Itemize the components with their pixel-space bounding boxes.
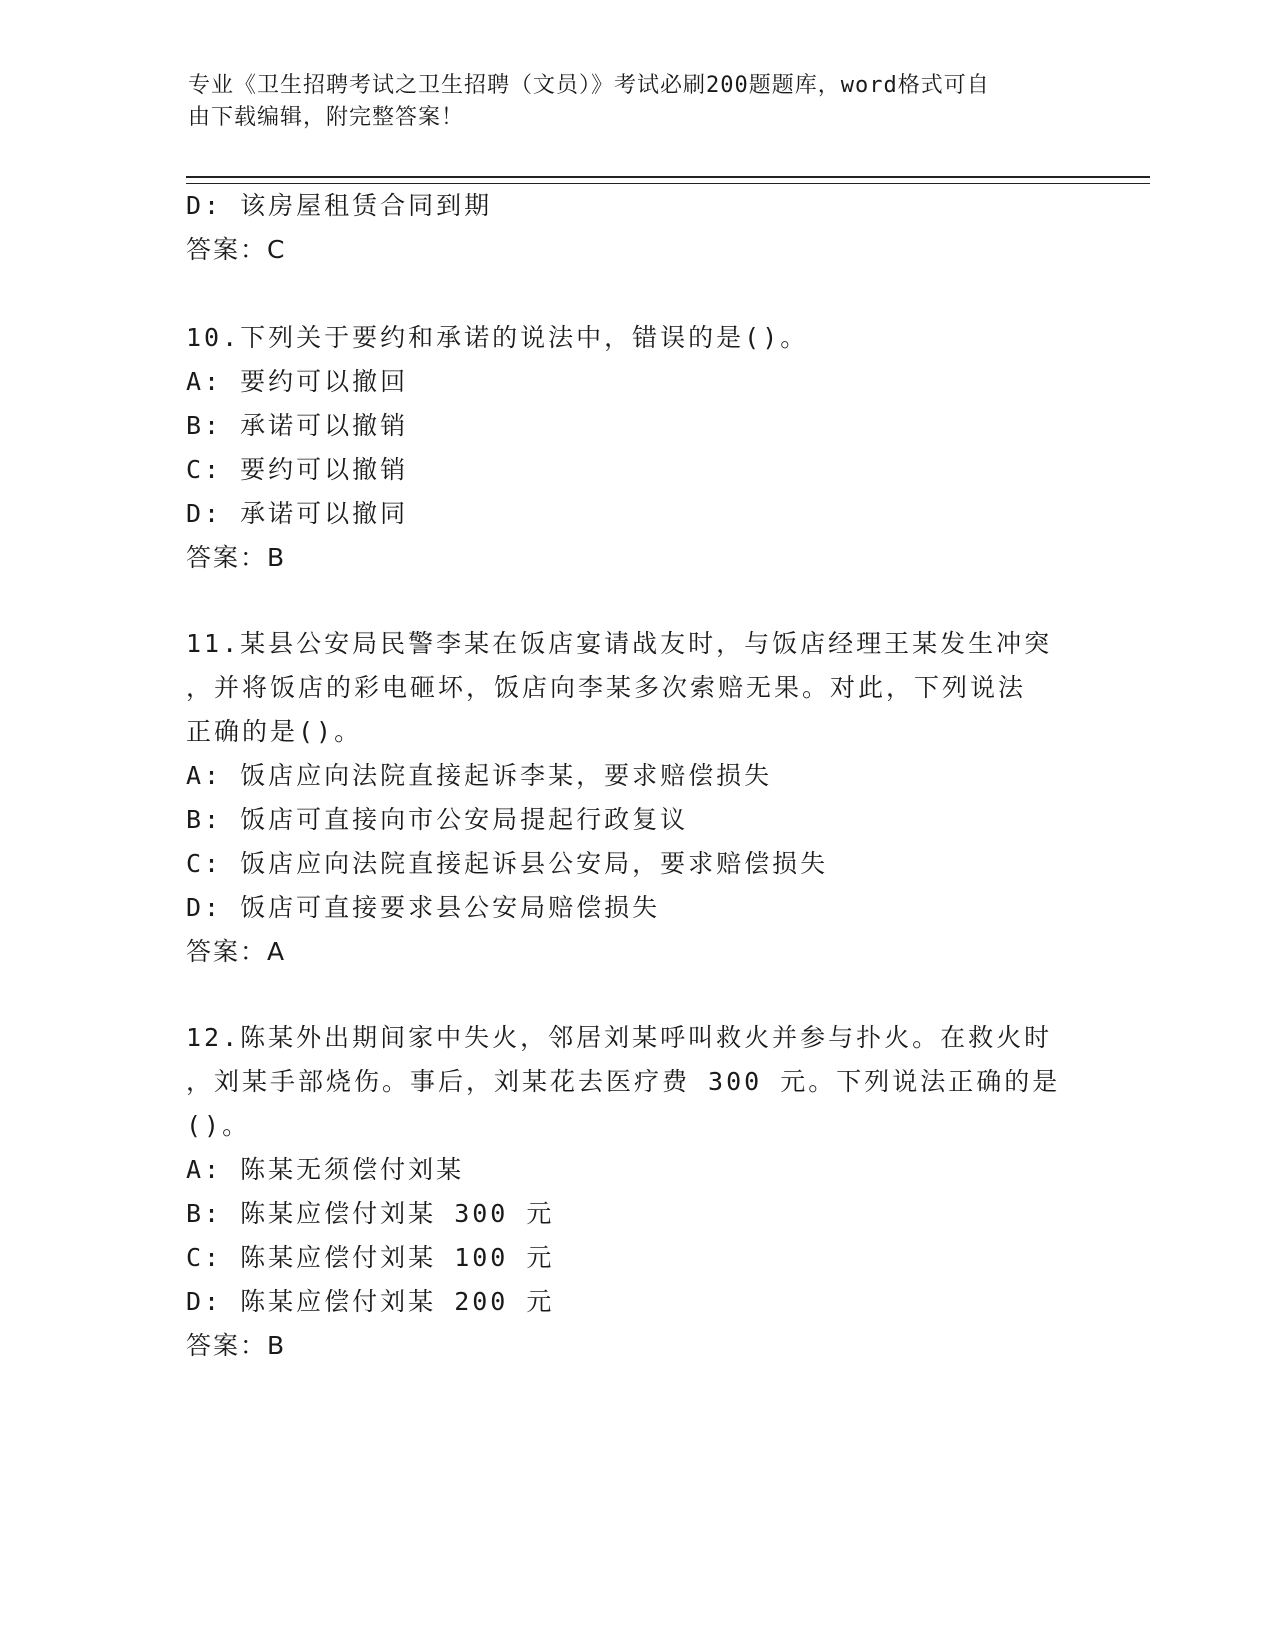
question-12-option-d: D: 陈某应偿付刘某 200 元 <box>186 1287 555 1316</box>
question-12-answer: 答案：B <box>186 1331 287 1360</box>
header-line-1: 专业《卫生招聘考试之卫生招聘（文员）》考试必刷200题题库，word格式可自 <box>188 73 990 98</box>
question-10-answer: 答案：B <box>186 543 287 572</box>
header-divider <box>186 176 1150 184</box>
question-11-option-c: C: 饭店应向法院直接起诉县公安局，要求赔偿损失 <box>186 849 829 878</box>
question-12-stem-line-3: ()。 <box>186 1111 251 1140</box>
header-line-2: 由下载编辑，附完整答案！ <box>188 105 465 130</box>
question-10-option-a: A: 要约可以撤回 <box>186 367 409 396</box>
question-11-stem-line-3: 正确的是()。 <box>186 717 363 746</box>
question-11-stem-line-2: ，并将饭店的彩电砸坏，饭店向李某多次索赔无果。对此，下列说法 <box>186 673 1027 702</box>
question-11-option-b: B: 饭店可直接向市公安局提起行政复议 <box>186 805 689 834</box>
prev-question-option-d: D: 该房屋租赁合同到期 <box>186 191 493 220</box>
question-12-stem-line-2: ，刘某手部烧伤。事后，刘某花去医疗费 300 元。下列说法正确的是 <box>186 1067 1061 1096</box>
question-10-option-d: D: 承诺可以撤同 <box>186 499 409 528</box>
prev-question-answer: 答案：C <box>186 235 287 264</box>
question-12-option-b: B: 陈某应偿付刘某 300 元 <box>186 1199 555 1228</box>
question-11-option-d: D: 饭店可直接要求县公安局赔偿损失 <box>186 893 661 922</box>
question-12-option-a: A: 陈某无须偿付刘某 <box>186 1155 465 1184</box>
question-12-option-c: C: 陈某应偿付刘某 100 元 <box>186 1243 555 1272</box>
question-10-option-c: C: 要约可以撤销 <box>186 455 409 484</box>
question-11-option-a: A: 饭店应向法院直接起诉李某，要求赔偿损失 <box>186 761 773 790</box>
question-12-stem-line-1: 12.陈某外出期间家中失火，邻居刘某呼叫救火并参与扑火。在救火时 <box>186 1023 1053 1052</box>
document-header <box>188 70 1088 134</box>
question-10-stem-line-1: 10.下列关于要约和承诺的说法中，错误的是()。 <box>186 323 809 352</box>
question-10-option-b: B: 承诺可以撤销 <box>186 411 409 440</box>
question-11-answer: 答案：A <box>186 937 287 966</box>
question-11-stem-line-1: 11.某县公安局民警李某在饭店宴请战友时，与饭店经理王某发生冲突 <box>186 629 1053 658</box>
